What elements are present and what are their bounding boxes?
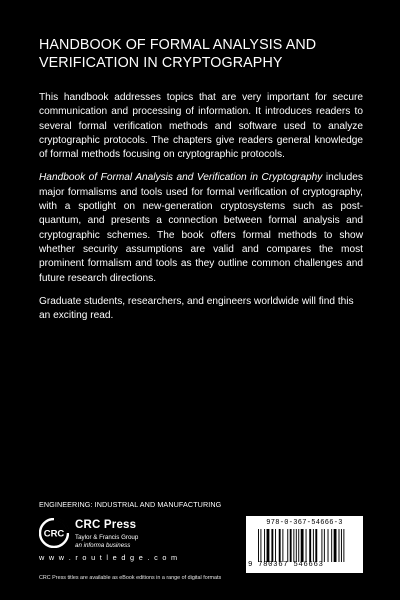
ebook-footnote: CRC Press titles are available as eBook editions in a range of digital formats (39, 575, 222, 581)
barcode-bar (324, 529, 325, 562)
barcode-bar (275, 529, 276, 562)
book-title-line-2: VERIFICATION IN CRYPTOGRAPHY (39, 54, 283, 71)
barcode-bar (293, 529, 294, 562)
book-title (39, 37, 369, 72)
crc-press-badge-icon (39, 518, 69, 548)
barcode-bar (315, 529, 317, 562)
barcode-bars-icon (258, 529, 358, 562)
description-paragraph-1: This handbook addresses topics that are very important for secure communication and processing of information. It introduces readers to several formal verification methods and software used to analyze cryptographic protocols. The chapters give readers general knowledge of formal methods focusing on cryptographic protocols. (39, 92, 363, 161)
book-title-line-1: HANDBOOK OF FORMAL ANALYSIS AND (39, 37, 317, 53)
barcode-bar (321, 529, 322, 562)
book-description (39, 91, 363, 332)
barcode-bar (339, 529, 340, 562)
subject-category: ENGINEERING: INDUSTRIAL AND MANUFACTURING (39, 500, 222, 509)
barcode-bar (331, 529, 332, 562)
barcode-bar (282, 529, 283, 562)
description-paragraph-2-text: includes major formalisms and tools used for formal verification of cryptography, with a spotlight on new-generation cryptosystems such as post-quantum, and presents a connection between formal analysis and cryptographic schemes. The book offers formal methods to show whether security assumptions are valid and compares the most prominent formalism and tools as they outline common challenges and future research directions. (39, 172, 363, 284)
barcode-bar (298, 529, 299, 562)
barcode-bar (301, 529, 304, 562)
isbn-number: 978-0-367-54666-3 (266, 519, 343, 527)
barcode-bar (287, 529, 288, 562)
barcode-bar (260, 529, 261, 562)
description-paragraph-2 (39, 171, 363, 285)
barcode-bar (267, 529, 270, 562)
barcode-bar (313, 529, 314, 562)
barcode-bar (296, 529, 297, 562)
barcode-bar (271, 529, 273, 562)
barcode-bar (264, 529, 265, 562)
barcode-bar (341, 529, 342, 562)
barcode-digits: 9 780367 546663 (248, 561, 324, 569)
barcode-bar (306, 529, 307, 562)
barcode-bar (343, 529, 344, 562)
publisher-website: w w w . r o u t l e d g e . c o m (39, 553, 179, 562)
barcode-bar (334, 529, 337, 562)
publisher-group: Taylor & Francis Group (75, 534, 139, 541)
description-paragraph-3: Graduate students, researchers, and engineers worldwide will find this an exciting read. (39, 295, 354, 322)
crc-badge-text: CRC (43, 528, 65, 540)
publisher-name: CRC Press (75, 519, 137, 531)
barcode-bar (290, 529, 292, 562)
description-book-title: Handbook of Formal Analysis and Verification in Cryptography (39, 172, 323, 184)
publisher-tagline: an informa business (75, 542, 131, 549)
barcode-bar (279, 529, 281, 562)
barcode-bar (309, 529, 311, 562)
barcode-bar (328, 529, 329, 562)
barcode-bar (258, 529, 259, 562)
isbn-barcode (246, 516, 363, 573)
publisher-logo (39, 516, 209, 566)
